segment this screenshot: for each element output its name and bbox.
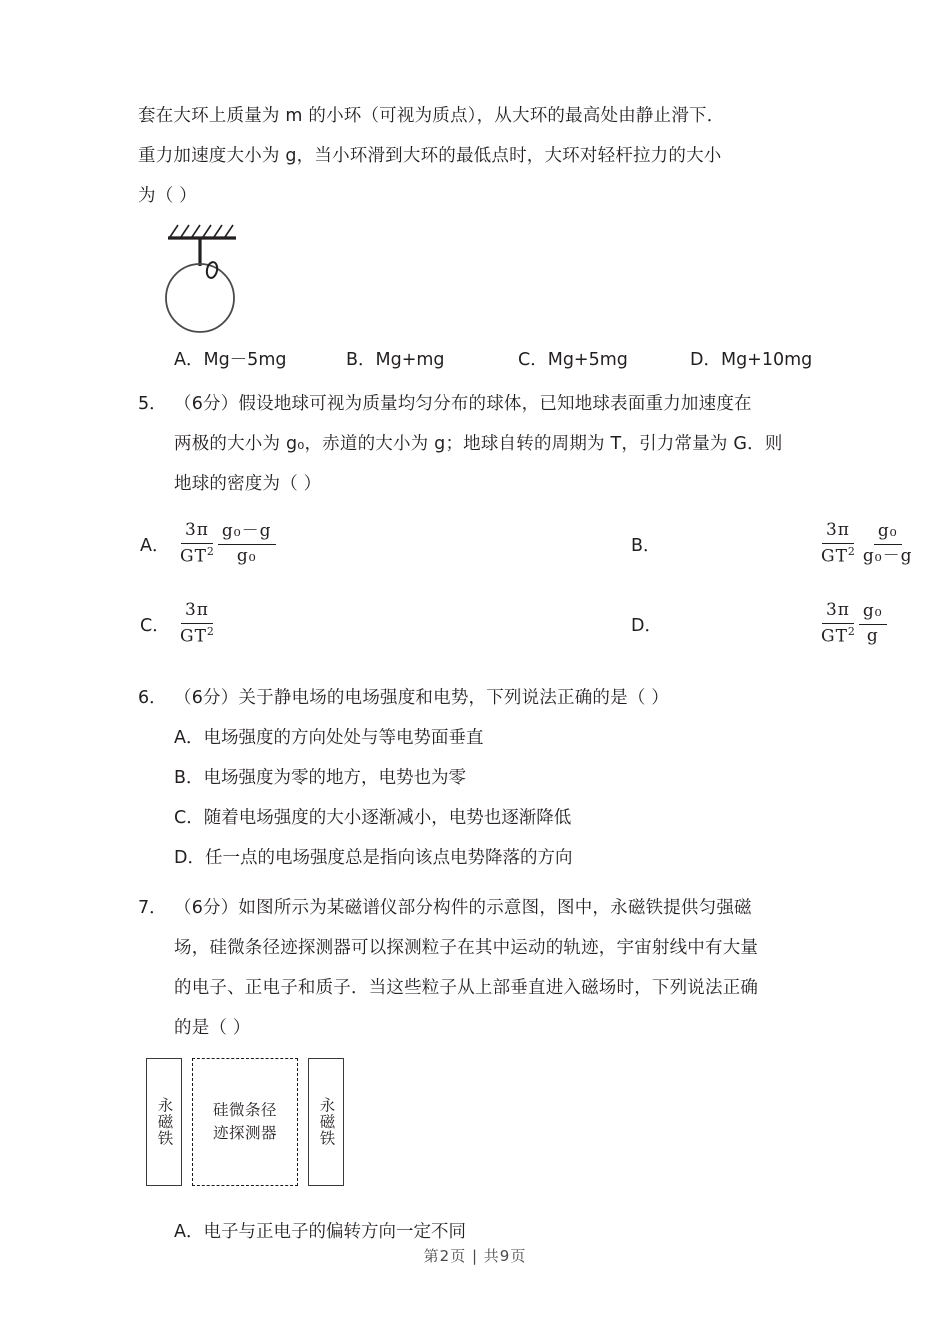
q6-option-d[interactable]: D．任一点的电场强度总是指向该点电势降落的方向 [174, 848, 573, 868]
left-permanent-magnet-box [146, 1058, 182, 1186]
q7-stem-line-4: 的是（ ） [174, 1018, 251, 1038]
q5-option-d-label: D． [631, 615, 662, 636]
q6-option-b[interactable]: B．电场强度为零的地方，电势也为零 [174, 768, 467, 788]
right-magnet-label: 永磁铁 [317, 1097, 336, 1147]
q5-option-a-expression [176, 520, 276, 567]
q5-a-frac2 [218, 521, 276, 567]
q7-option-a[interactable]: A．电子与正电子的偏转方向一定不同 [174, 1222, 466, 1242]
q5-option-c[interactable] [138, 600, 481, 647]
q7-stem-line-3: 的电子、正电子和质子．当这些粒子从上部垂直进入磁场时，下列说法正确 [174, 978, 759, 998]
detector-label-line-1: 硅微条径 [212, 1100, 277, 1119]
q5-d-frac2-num: g₀ [859, 601, 887, 624]
q5-b-frac1-den: $GT^2$ [821, 544, 855, 567]
large-ring-icon [166, 264, 234, 332]
question-7-block [138, 888, 824, 1252]
q5-c-frac1 [176, 600, 218, 647]
q5-a-frac1-num: 3π [181, 520, 213, 543]
ceiling-hatching-icon [170, 225, 233, 237]
q5-a-frac2-num: g₀－g [218, 521, 276, 544]
silicon-microstrip-detector-box [192, 1058, 298, 1186]
q5-option-b-label: B． [631, 535, 661, 556]
q4-stem-line-2: 重力加速度大小为 g，当小环滑到大环的最低点时，大环对轻杆拉力的大小 [138, 146, 722, 166]
q5-stem-line-3: 地球的密度为（ ） [174, 474, 322, 494]
question-4-block [138, 96, 824, 380]
q4-option-b[interactable]: B．Mg+mg [346, 350, 445, 370]
q5-option-a[interactable] [138, 520, 481, 567]
q5-b-frac1 [817, 520, 859, 567]
q5-b-frac2-num: g₀ [874, 521, 902, 544]
q5-a-frac2-den: g₀ [236, 545, 257, 566]
q5-d-frac2 [859, 601, 887, 647]
q6-first-line [138, 678, 824, 718]
q5-stem-line-1: （6分）假设地球可视为质量均匀分布的球体，已知地球表面重力加速度在 [174, 394, 752, 414]
small-ring-bead-icon [205, 261, 218, 279]
q5-option-d-expression [817, 600, 887, 647]
q6-option-c[interactable]: C．随着电场强度的大小逐渐减小，电势也逐渐降低 [174, 808, 572, 828]
page-footer: 第2页 | 共9页 [423, 1247, 527, 1265]
q4-option-d[interactable]: D．Mg+10mg [690, 350, 813, 370]
q5-a-frac1 [176, 520, 218, 567]
q7-first-line [138, 888, 824, 928]
right-permanent-magnet-box [308, 1058, 344, 1186]
q5-b-frac1-num: 3π [822, 520, 854, 543]
q7-stem-line-2: 场，硅微条径迹探测器可以探测粒子在其中运动的轨迹，宇宙射线中有大量 [174, 938, 759, 958]
q5-option-c-label: C． [140, 615, 170, 636]
q5-b-frac2-den: g₀－g [862, 545, 913, 566]
q5-d-frac2-den: g [866, 625, 879, 646]
q5-b-frac2 [859, 521, 917, 567]
left-magnet-label: 永磁铁 [155, 1097, 174, 1147]
q5-c-frac1-den: $GT^2$ [180, 624, 214, 647]
question-6-block [138, 678, 824, 878]
q5-d-frac1-den: $GT^2$ [821, 624, 855, 647]
q6-option-a[interactable]: A．电场强度的方向处处与等电势面垂直 [174, 728, 484, 748]
q6-stem-line-1: （6分）关于静电场的电场强度和电势，下列说法正确的是（ ） [174, 688, 669, 708]
ring-on-rod-svg [148, 220, 348, 338]
q5-c-frac1-num: 3π [181, 600, 213, 623]
detector-label [207, 1099, 283, 1146]
q4-stem-line-1: 套在大环上质量为 m 的小环（可视为质点），从大环的最高处由静止滑下． [138, 106, 725, 126]
q7-number: 7． [138, 898, 167, 918]
detector-label-line-2: 迹探测器 [212, 1124, 277, 1142]
ring-on-rod-diagram [138, 220, 824, 338]
q5-d-frac1-num: 3π [822, 600, 854, 623]
q4-stem-line-3: 为（ ） [138, 186, 197, 206]
q7-stem-line-1: （6分）如图所示为某磁谱仪部分构件的示意图，图中，永磁铁提供匀强磁 [174, 898, 752, 918]
q6-number: 6． [138, 688, 167, 708]
q5-d-frac1 [817, 600, 859, 647]
q5-stem-line-2: 两极的大小为 g₀，赤道的大小为 g；地球自转的周期为 T，引力常量为 G．则 [174, 434, 783, 454]
q5-first-line [138, 384, 824, 424]
magnetic-spectrometer-diagram [138, 1058, 824, 1206]
q4-options-row [138, 340, 824, 380]
q5-option-b-expression [817, 520, 917, 567]
q5-option-a-label: A． [140, 535, 170, 556]
q4-option-a[interactable]: A．Mg－5mg [174, 350, 287, 370]
q5-option-c-expression [176, 600, 218, 647]
q5-number: 5． [138, 394, 167, 414]
q5-a-frac1-den: $GT^2$ [180, 544, 214, 567]
q4-option-c[interactable]: C．Mg+5mg [518, 350, 628, 370]
